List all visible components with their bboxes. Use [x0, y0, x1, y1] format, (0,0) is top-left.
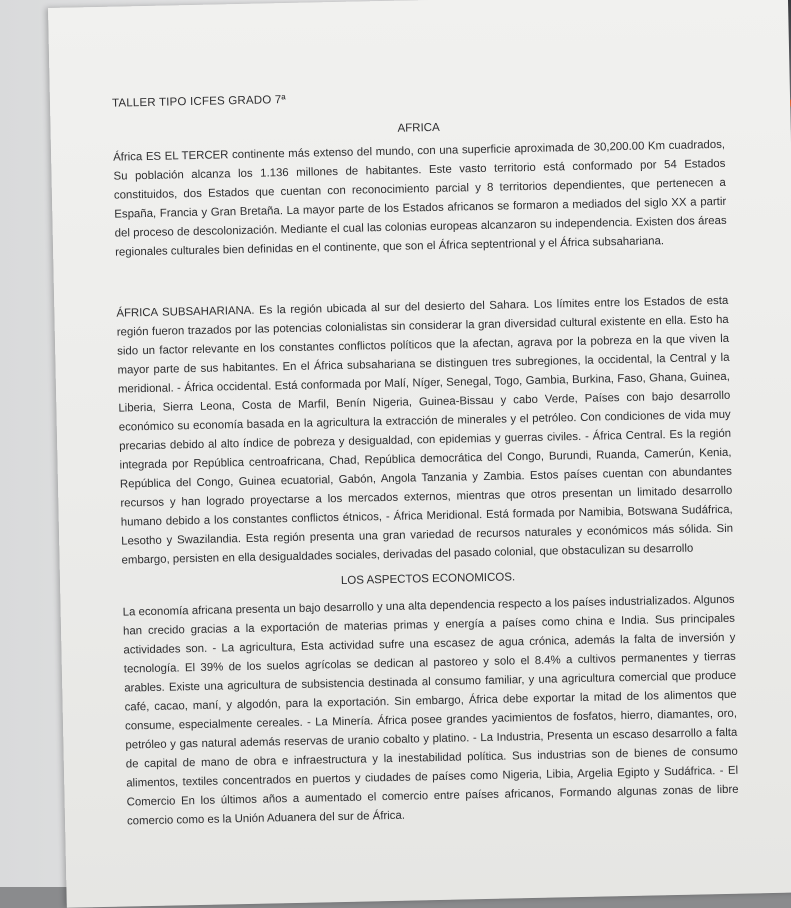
document-content	[112, 82, 739, 832]
paragraph-economia: La economía africana presenta un bajo desarrollo y una alta dependencia respecto a los países industrializados. Algunos han crecido gracias a la exportación de materias primas y energía a países como china e India. Sus principales actividades son. - La agricultura, Esta actividad sufre una escasez de agua crónica, además la falta de inversión y tecnología. El 39% de los suelos agrícolas se dedican al pastoreo y solo el 8.4% a cultivos permanentes y tierras arables. Existe una agricultura de subsistencia destinada al consumo familiar, y una agricultura comercial que produce café, cacao, maní, y algodón, para la exportación. Sin embargo, África debe exportar la mitad de los alimentos que consume, especialmente cereales. - La Minería. África posee grandes yacimientos de fosfatos, hierro, diamantes, oro, petróleo y gas natural además reservas de uranio cobalto y platino. - La Industria, Presenta un escaso desarrollo a falta de capital de mano de obra e infraestructura y la inestabilidad política. Sus industrias son de bienes de consumo alimentos, textiles concentrados en puertos y ciudades de países como Nigeria, Libia, Argelia Egipto y Sudáfrica. - El Comercio En los últimos años a aumentado el comercio entre países africanos, Formando algunas zonas de libre comercio como es la Unión Aduanera del sur de África.	[122, 593, 739, 828]
heading-economia: LOS ASPECTOS ECONOMICOS.	[340, 571, 516, 587]
paragraph-subsahariana: ÁFRICA SUBSAHARIANA. Es la región ubicada al sur del desierto del Sahara. Los límites entre los Estados de esta región fueron trazados por las potencias colonialistas sin considerar la gran diversidad cultural existente en ella. Esto ha sido un factor relevante en los constantes conflictos políticos que la afectan, agrava por la pobreza en la que viven la mayor parte de sus habitantes. En el África subsahariana se distinguen tres subregiones, la occidental, la Central y la meridional. - África occidental. Está conformada por Malí, Níger, Senegal, Togo, Gambia, Burkina, Faso, Ghana, Guinea, Liberia, Sierra Leona, Costa de Marfil, Benín Nigeria, Guinea-Bissau y cabo Verde, Países con bajo desarrollo económico su economía basada en la agricultura la extracción de minerales y el petróleo. Con condiciones de vida muy precarias debido al alto índice de pobreza y desigualdad, con epidemias y guerras civiles. - África Central. Es la región integrada por República centroafricana, Chad, República democrática del Congo, Burundi, Ruanda, Camerún, Kenia, República del Congo, Guinea ecuatorial, Gabón, Angola Tanzania y Zambia. Estos países cuentan con abundantes recursos y han logrado proyectarse a los mercados externos, mientras que otros presentan un limitado desarrollo humano debido a los constantes conflictos étnicos, - África Meridional. Está formada por Namibia, Botswana Sudáfrica, Lesotho y Swazilandia. Esta región presenta una gran variedad de recursos naturales y económicos más sólida. Sin embargo, persisten en ella desigualdades sociales, derivadas del pasado colonial, que obstaculizan su desarrollo	[116, 294, 734, 567]
document-title: TALLER TIPO ICFES GRADO 7ª	[111, 94, 287, 110]
paper-sheet	[48, 0, 791, 908]
paragraph-intro: África ES EL TERCER continente más extenso del mundo, con una superficie aproximada de 30,200.00 Km cuadrados, Su población alcanza los 1.136 millones de habitantes. Este vasto territorio está conformado por 54 Estados constituidos, dos Estados que cuentan con reconocimiento parcial y 8 territorios dependientes, que pertenecen a España, Francia y Gran Bretaña. La mayor parte de los Estados africanos se formaron a mediados del siglo XX a partir del proceso de descolonización. Mediante el cual las colonias europeas alcanzaron su independencia. Existen dos áreas regionales culturales bien definidas en el continente, que son el África septentrional y el África subsahariana.	[113, 138, 727, 259]
heading-africa: AFRICA	[397, 121, 440, 135]
